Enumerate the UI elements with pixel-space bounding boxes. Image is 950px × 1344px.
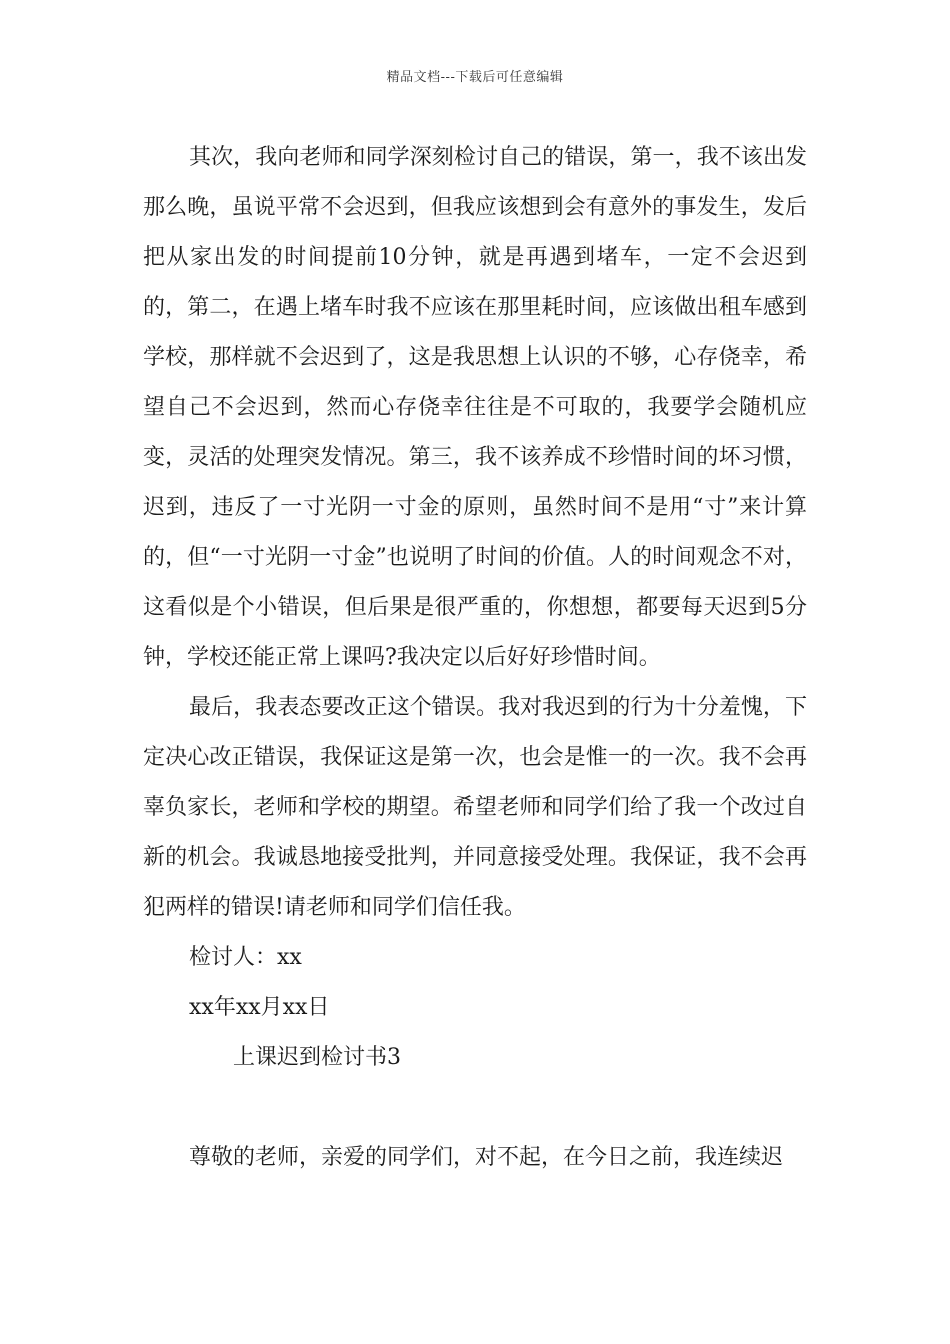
section-title: 上课迟到检讨书3 <box>233 1045 401 1070</box>
paragraph-commitment: 最后，我表态要改正这个错误。我对我迟到的行为十分羞愧，下定决心改正错误，我保证这是第一次，也会是惟一的一次。我不会再辜负家长，老师和学校的期望。希望老师和同学们给了我一个改过自新的机会。我诚恳地接受批判，并同意接受处理。我保证，我不会再犯两样的错误!请老师和同学们信任我。 <box>143 695 807 920</box>
date-line: xx年xx月xx日 <box>189 995 330 1020</box>
signature-line: 检讨人：xx <box>189 945 302 970</box>
document-body <box>143 133 807 1183</box>
paragraph-self-criticism: 其次，我向老师和同学深刻检讨自己的错误，第一，我不该出发那么晚，虽说平常不会迟到，但我应该想到会有意外的事发生，发后把从家出发的时间提前10分钟，就是再遇到堵车，一定不会迟到的，第二，在遇上堵车时我不应该在那里耗时间，应该做出租车感到学校，那样就不会迟到了，这是我思想上认识的不够，心存侥幸，希望自己不会迟到，然而心存侥幸往往是不可取的，我要学会随机应变，灵活的处理突发情况。第三，我不该养成不珍惜时间的坏习惯，迟到，违反了一寸光阴一寸金的原则，虽然时间不是用“寸”来计算的，但“一寸光阴一寸金”也说明了时间的价值。人的时间观念不对，这看似是个小错误，但后果是很严重的，你想想，都要每天迟到5分钟，学校还能正常上课吗?我决定以后好好珍惜时间。 <box>143 145 807 670</box>
page-header: 精品文档---下载后可任意编辑 <box>386 70 564 85</box>
paragraph-greeting: 尊敬的老师，亲爱的同学们，对不起，在今日之前，我连续迟 <box>189 1145 784 1170</box>
blank-line <box>143 1083 807 1133</box>
